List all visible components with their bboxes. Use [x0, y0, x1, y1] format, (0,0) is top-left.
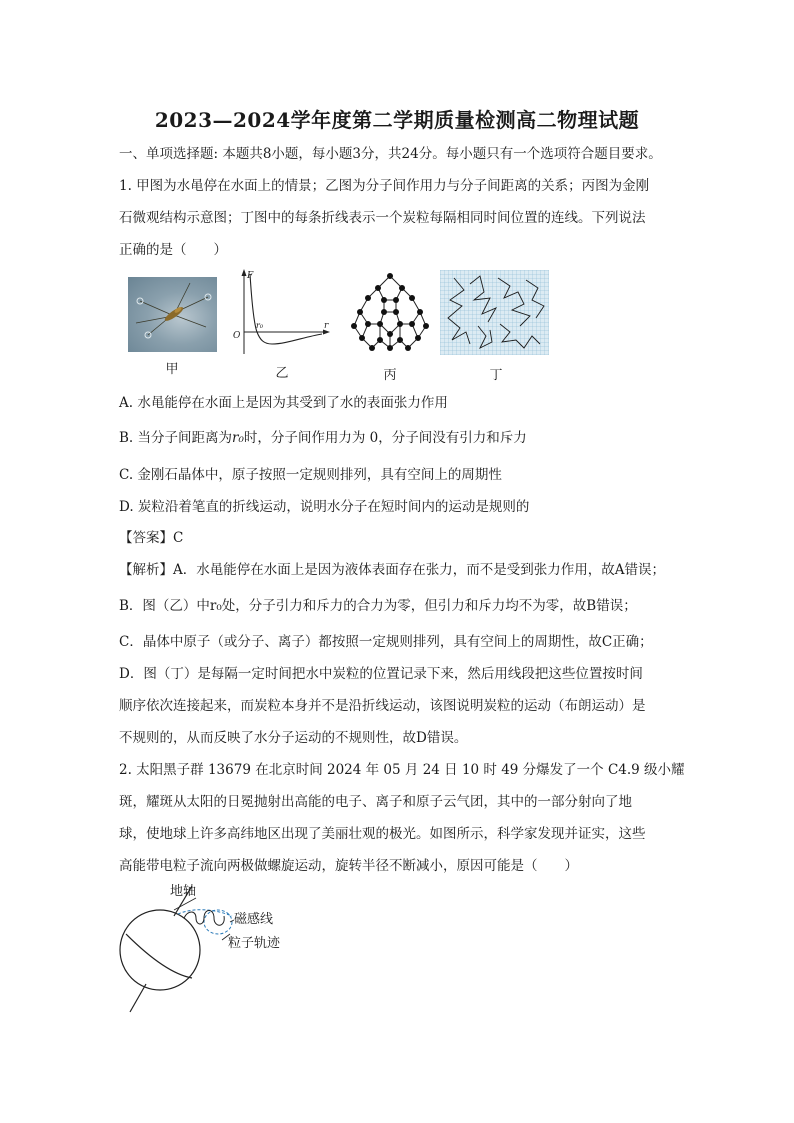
q1-analysis-line: D．图（丁）是每隔一定时间把水中炭粒的位置记录下来，然后用线段把这些位置按时间 [119, 666, 643, 682]
q1-option-b: B. 当分子间距离为r₀时，分子间作用力为 0，分子间没有引力和斥力 [119, 430, 527, 446]
label-particle-track: 粒子轨迹 [228, 936, 281, 951]
page-title: 2023—2024学年度第二学期质量检测高二物理试题 [154, 108, 640, 132]
section-header: 一、单项选择题: 本题共8小题，每小题3分，共24分。每小题只有一个选项符合题目要求。 [119, 146, 662, 162]
graph-y-label: F [247, 271, 254, 281]
figure-label-yi: 乙 [275, 366, 289, 381]
q1-analysis-line: 顺序依次连接起来，而炭粒本身并不是沿折线运动，该图说明炭粒的运动（布朗运动）是 [119, 698, 646, 714]
q1-analysis-line: 不规则的，从而反映了水分子运动的不规则性，故D错误。 [119, 730, 468, 746]
q1-option-c: C. 金刚石晶体中，原子按照一定规则排列，具有空间上的周期性 [119, 467, 502, 483]
q1-stem-line: 正确的是（ ） [119, 242, 227, 258]
q1-analysis-line: 【解析】A．水黾能停在水面上是因为液体表面存在张力，而不是受到张力作用，故A错误； [119, 562, 665, 578]
q2-stem-line: 高能带电粒子流向两极做螺旋运动，旋转半径不断减小，原因可能是（ ） [119, 858, 578, 874]
graph-origin-label: O [233, 331, 241, 341]
q1-option-a: A. 水黾能停在水面上是因为其受到了水的表面张力作用 [119, 395, 448, 411]
q2-stem-line: 2. 太阳黑子群 13679 在北京时间 2024 年 05 月 24 日 10 时 49 分爆发了一个 C4.9 级小耀 [119, 762, 685, 778]
q1-analysis-line: C．晶体中原子（或分子、离子）都按照一定规则排列，具有空间上的周期性，故C正确； [119, 634, 653, 650]
q1-stem-line: 石微观结构示意图；丁图中的每条折线表示一个炭粒每隔相同时间位置的连线。下列说法 [119, 210, 646, 226]
earth-magnetic-field-diagram [112, 880, 312, 1020]
diamond-lattice-diagram [350, 272, 430, 356]
graph-r0-label: r₀ [256, 321, 264, 330]
q2-stem-line: 斑，耀斑从太阳的日冕抛射出高能的电子、离子和原子云气团，其中的一部分射向了地 [119, 794, 632, 810]
force-distance-graph [230, 266, 334, 358]
brownian-motion-diagram [440, 270, 549, 355]
q2-stem-line: 球，使地球上许多高纬地区出现了美丽壮观的极光。如图所示，科学家发现并证实，这些 [119, 826, 646, 842]
q1-answer: 【答案】C [119, 530, 184, 546]
figure-label-jia: 甲 [165, 362, 179, 377]
q1-analysis-line: B．图（乙）中r₀处，分子引力和斥力的合力为零，但引力和斥力均不为零，故B错误； [119, 598, 637, 614]
figure-label-ding: 丁 [489, 368, 503, 383]
figure-label-bing: 丙 [383, 368, 397, 383]
label-earth-axis: 地轴 [170, 884, 197, 899]
label-magnetic-field-line: 磁感线 [234, 912, 274, 927]
q1-stem-line: 1. 甲图为水黾停在水面上的情景；乙图为分子间作用力与分子间距离的关系；丙图为金刚 [119, 178, 650, 194]
water-strider-photo [128, 277, 217, 352]
graph-x-label: r [324, 321, 329, 331]
q1-option-d: D. 炭粒沿着笔直的折线运动，说明水分子在短时间内的运动是规则的 [119, 499, 530, 515]
